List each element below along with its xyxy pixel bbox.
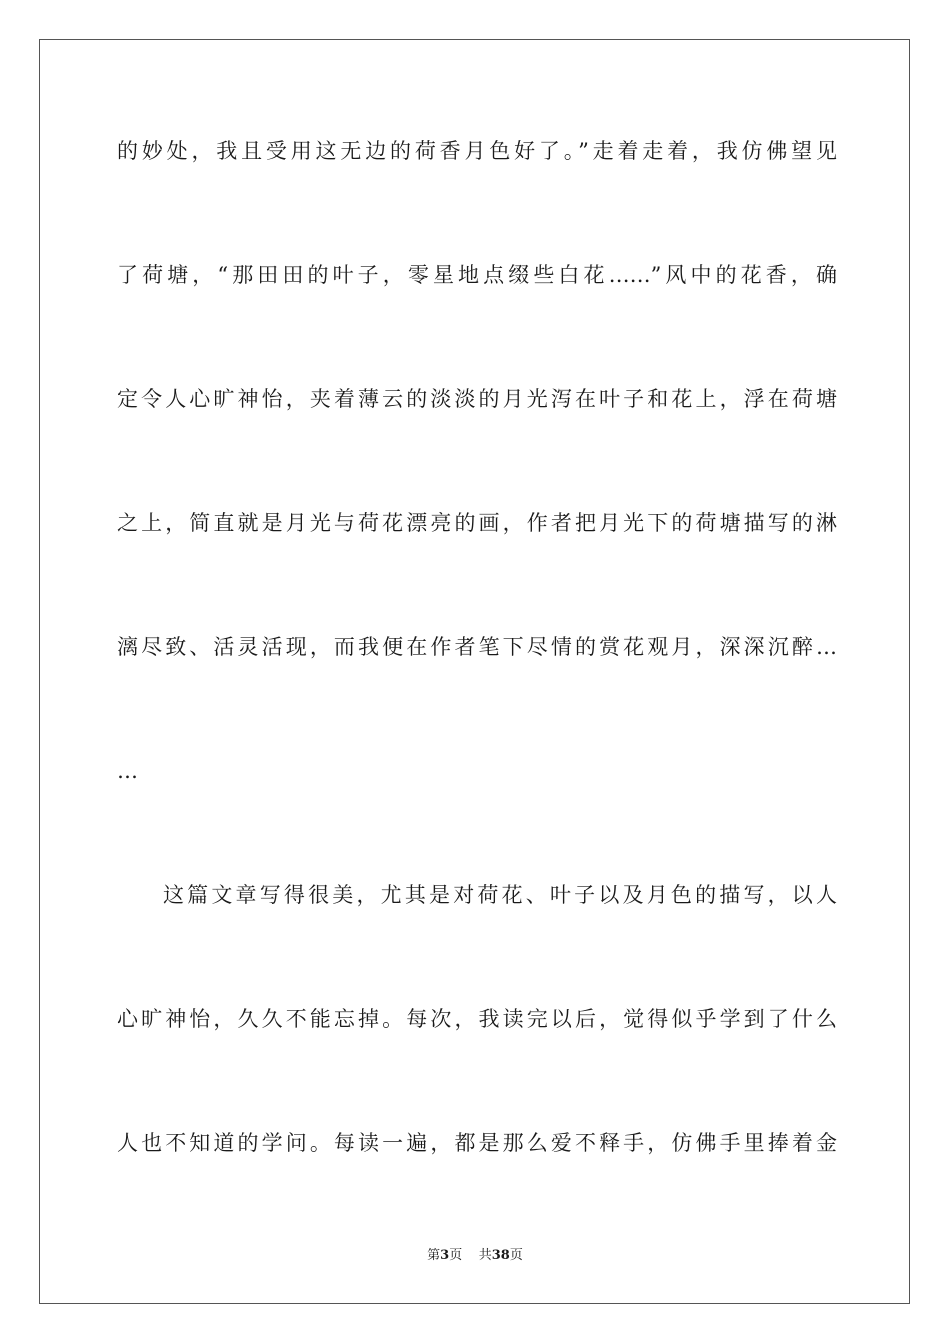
total-pages: 38 bbox=[491, 1248, 510, 1263]
text-line-3: 定令人心旷神怡，夹着薄云的淡淡的月光泻在叶子和花上，浮在荷塘 bbox=[117, 387, 837, 411]
page-suffix: 页 bbox=[449, 1248, 463, 1263]
total-suffix: 页 bbox=[509, 1248, 523, 1263]
paragraph-start-line: 这篇文章写得很美，尤其是对荷花、叶子以及月色的描写，以人 bbox=[163, 883, 837, 907]
page-prefix: 第 bbox=[427, 1248, 441, 1263]
text-line-4: 之上，简直就是月光与荷花漂亮的画，作者把月光下的荷塘描写的淋 bbox=[117, 511, 837, 535]
page-number: 3 bbox=[440, 1248, 450, 1263]
text-line-6: … bbox=[117, 759, 141, 783]
text-line-9: 人也不知道的学问。每读一遍，都是那么爱不释手，仿佛手里捧着金 bbox=[117, 1131, 837, 1155]
page-footer bbox=[0, 1247, 950, 1265]
text-line-2: 了荷塘，“那田田的叶子，零星地点缀些白花……”风中的花香，确 bbox=[117, 263, 837, 287]
text-line-1: 的妙处，我且受用这无边的荷香月色好了。”走着走着，我仿佛望见 bbox=[117, 139, 837, 163]
page-border bbox=[39, 39, 910, 1304]
text-line-8: 心旷神怡，久久不能忘掉。每次，我读完以后，觉得似乎学到了什么 bbox=[117, 1007, 837, 1031]
total-prefix: 共 bbox=[478, 1248, 492, 1263]
text-line-5: 漓尽致、活灵活现，而我便在作者笔下尽情的赏花观月，深深沉醉… bbox=[117, 635, 837, 659]
